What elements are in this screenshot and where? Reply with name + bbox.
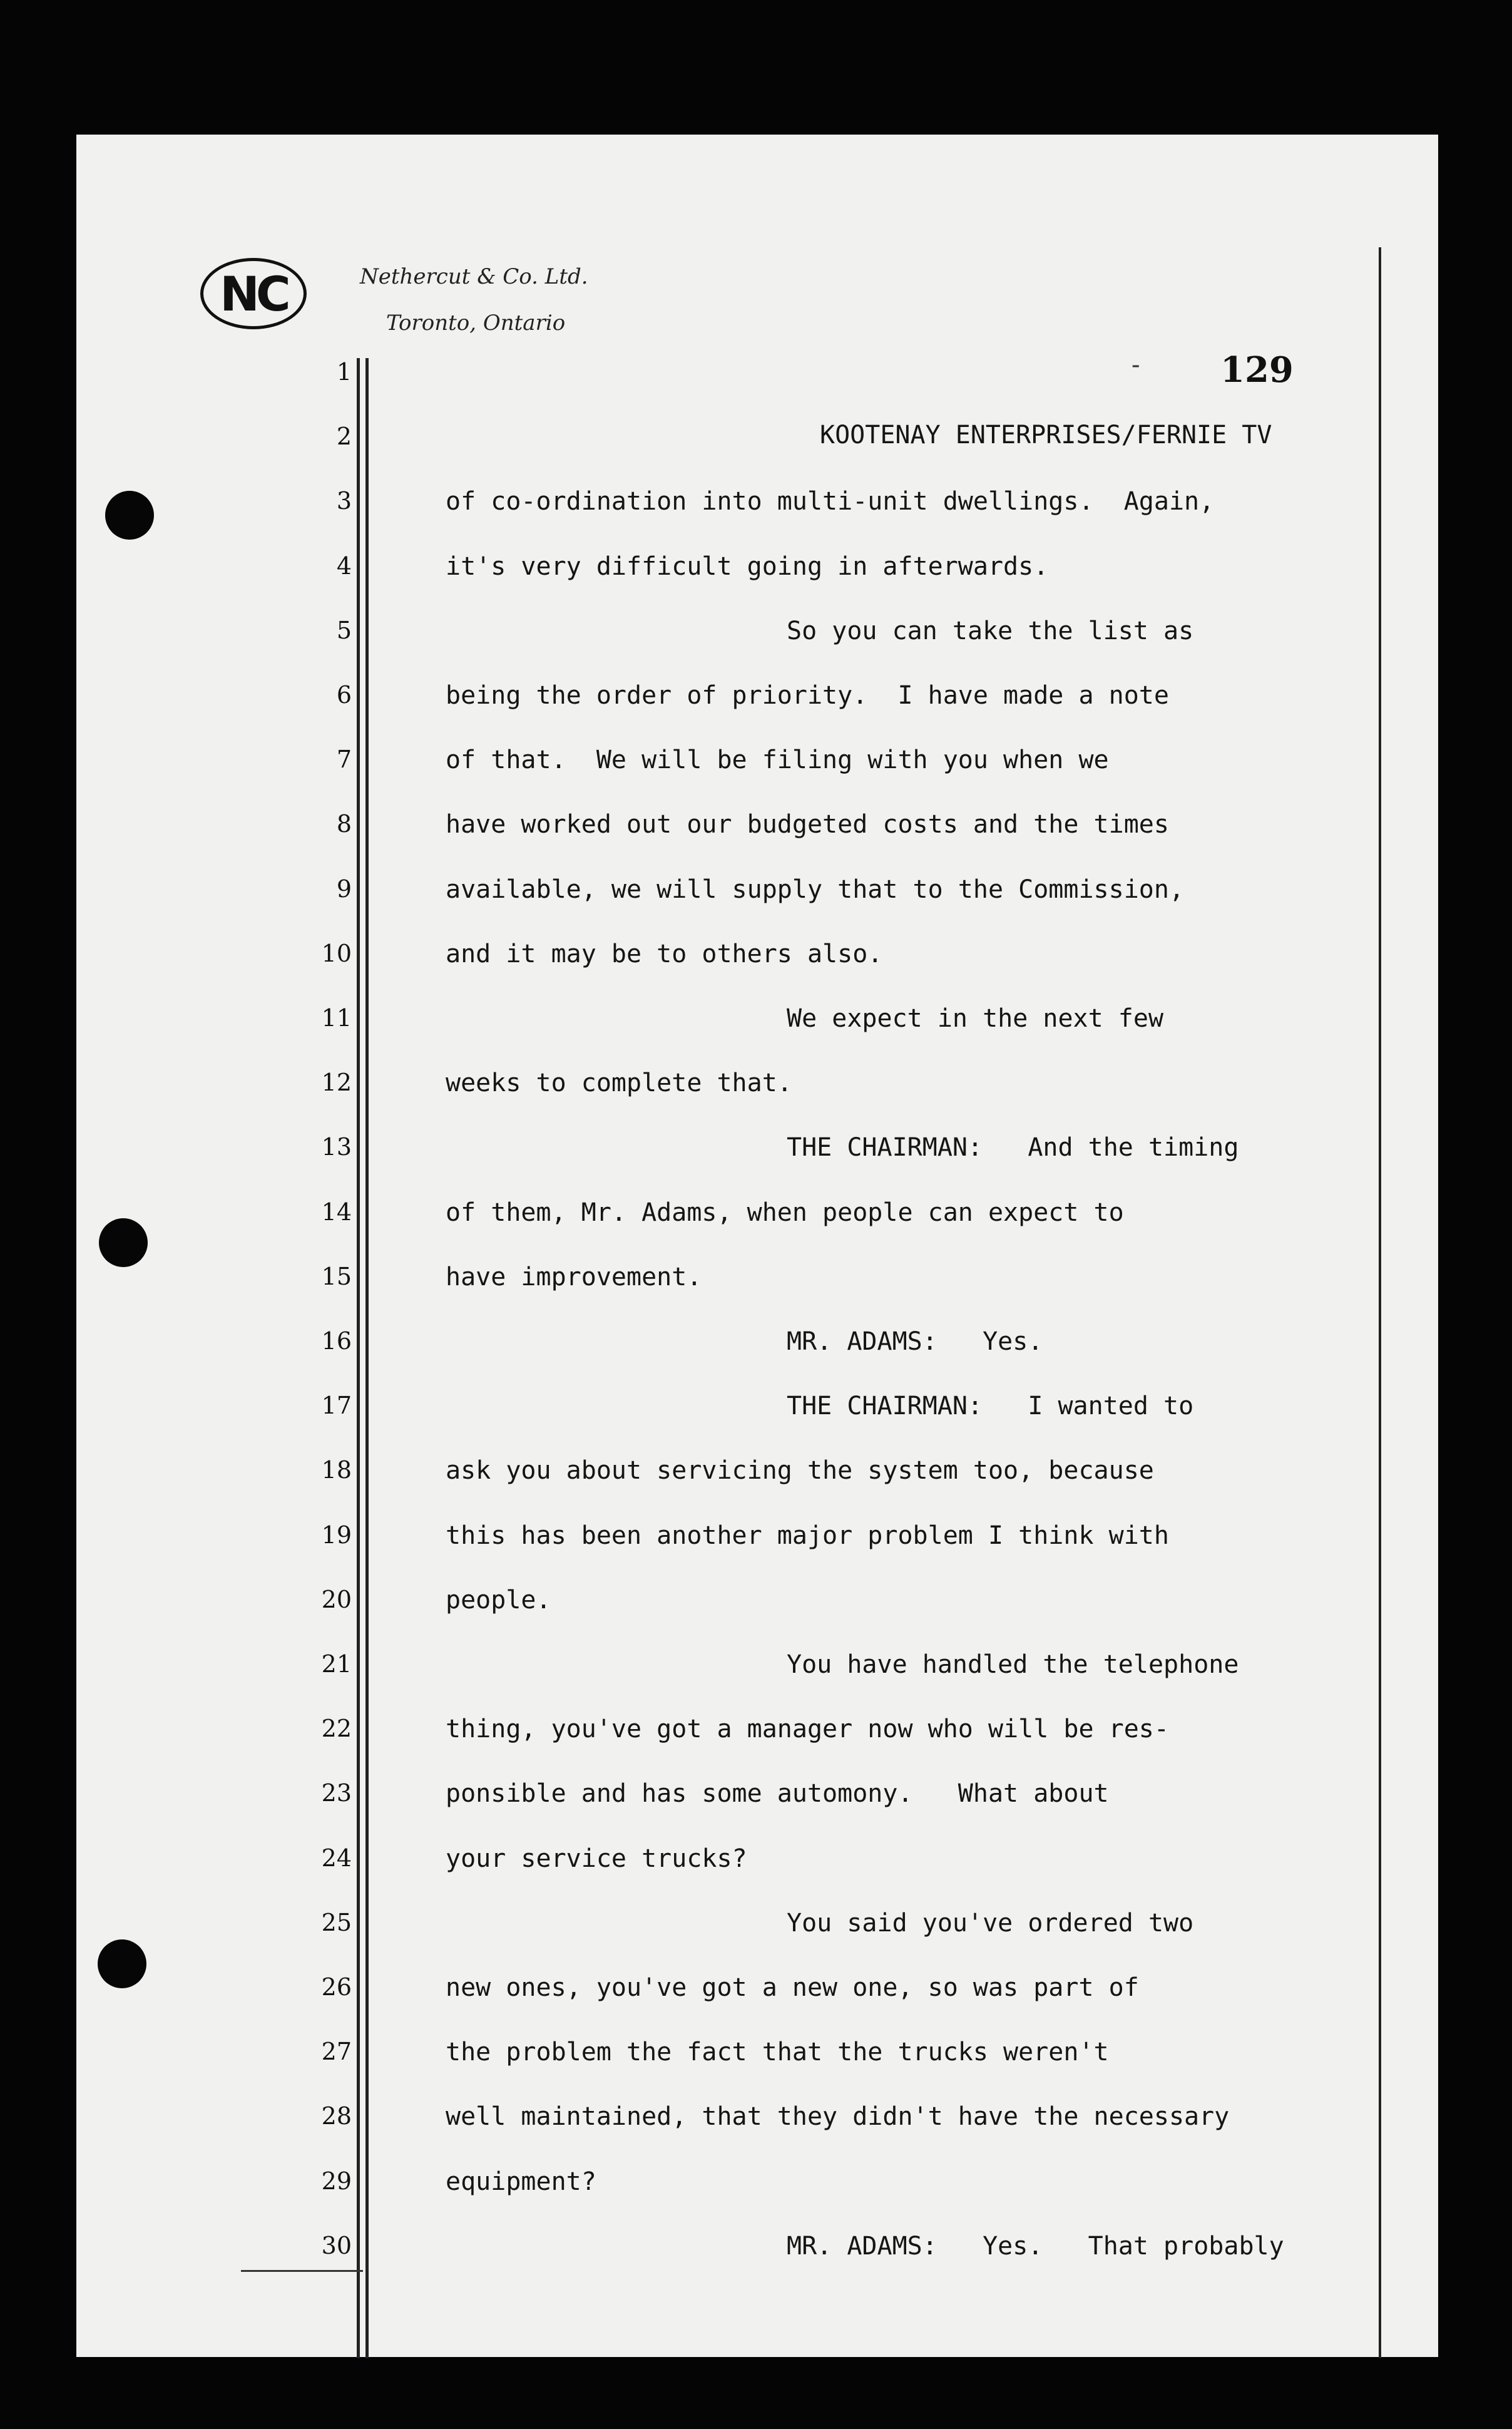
transcript-line: weeks to complete that.	[446, 1069, 792, 1098]
transcript-line: your service trucks?	[446, 1844, 747, 1873]
line-number: 1	[336, 358, 352, 386]
binder-hole	[105, 491, 154, 540]
transcript-line: the problem the fact that the trucks weren't	[446, 2038, 1109, 2067]
transcript-line: ask you about servicing the system too, because	[446, 1456, 1154, 1486]
line-number: 23	[321, 1779, 352, 1807]
transcript-line: thing, you've got a manager now who will be res-	[446, 1715, 1169, 1744]
line-number: 20	[321, 1585, 352, 1613]
transcript-line: being the order of priority. I have made a note	[446, 681, 1169, 710]
line-number: 6	[336, 681, 352, 709]
line-number: 27	[321, 2038, 352, 2066]
transcript-line: THE CHAIRMAN: And the timing	[787, 1133, 1239, 1163]
line-number: 8	[336, 810, 352, 838]
binder-hole	[99, 1218, 148, 1267]
line-number: 17	[321, 1392, 352, 1420]
transcript-line: it's very difficult going in afterwards.	[446, 552, 1049, 581]
line-number: 7	[336, 746, 352, 774]
transcript-line: of co-ordination into multi-unit dwellings. Again,	[446, 487, 1215, 516]
transcript-line: of them, Mr. Adams, when people can expect to	[446, 1198, 1124, 1227]
line-number: 22	[321, 1715, 352, 1743]
line-number: 25	[321, 1908, 352, 1936]
line-number: 16	[321, 1327, 352, 1355]
line-number: 26	[321, 1973, 352, 2001]
line-number: 2	[336, 423, 352, 451]
line-number: 18	[321, 1456, 352, 1484]
margin-rule	[357, 358, 360, 2358]
line-number: 5	[336, 616, 352, 644]
letterhead	[360, 254, 588, 346]
logo-text: NC	[220, 265, 287, 322]
transcript-line: We expect in the next few	[787, 1004, 1164, 1033]
line-number: 11	[321, 1004, 352, 1032]
line-number: 21	[321, 1650, 352, 1678]
line-number: 28	[321, 2102, 352, 2130]
transcript-line: well maintained, that they didn't have the necessary	[446, 2102, 1230, 2132]
line-number: 12	[321, 1069, 352, 1097]
company-name: Nethercut & Co. Ltd.	[360, 264, 588, 289]
transcript-line: You have handled the telephone	[787, 1650, 1239, 1679]
company-city: Toronto, Ontario	[386, 311, 566, 336]
line-number: 29	[321, 2167, 352, 2195]
transcript-line: MR. ADAMS: Yes. That probably	[787, 2231, 1284, 2261]
right-margin-rule	[1379, 247, 1381, 2358]
line-number: 30	[321, 2231, 352, 2259]
transcript-page	[76, 135, 1438, 2357]
line-number: 9	[336, 875, 352, 903]
transcript-line: equipment?	[446, 2167, 596, 2196]
margin-rule	[365, 358, 369, 2358]
line-number: 4	[336, 552, 352, 580]
line-number: 13	[321, 1133, 352, 1161]
binder-hole	[98, 1939, 146, 1988]
transcript-line: of that. We will be filing with you when we	[446, 746, 1109, 775]
line-number: 3	[336, 487, 352, 515]
transcript-header: KOOTENAY ENTERPRISES/FERNIE TV	[820, 421, 1272, 449]
line-number: 15	[321, 1262, 352, 1290]
transcript-line: available, we will supply that to the Commission,	[446, 875, 1185, 904]
transcript-line: have worked out our budgeted costs and the times	[446, 810, 1169, 840]
line-number: 10	[321, 939, 352, 967]
page-mark: -	[1131, 351, 1140, 379]
transcript-line: have improvement.	[446, 1262, 702, 1292]
transcript-line: So you can take the list as	[787, 616, 1194, 645]
line-number: 24	[321, 1844, 352, 1872]
transcript-line: people.	[446, 1585, 551, 1615]
company-logo	[200, 258, 307, 329]
page-number: 129	[1220, 349, 1294, 391]
transcript-line: You said you've ordered two	[787, 1908, 1194, 1938]
transcript-line: new ones, you've got a new one, so was part of	[446, 1973, 1139, 2002]
line-number: 19	[321, 1521, 352, 1549]
transcript-line: this has been another major problem I think with	[446, 1521, 1169, 1550]
transcript-line: and it may be to others also.	[446, 939, 883, 968]
transcript-line: ponsible and has some automony. What about	[446, 1779, 1109, 1809]
transcript-line: MR. ADAMS: Yes.	[787, 1327, 1043, 1356]
transcript-line: THE CHAIRMAN: I wanted to	[787, 1392, 1194, 1421]
line-number: 14	[321, 1198, 352, 1226]
bottom-rule	[241, 2270, 363, 2272]
